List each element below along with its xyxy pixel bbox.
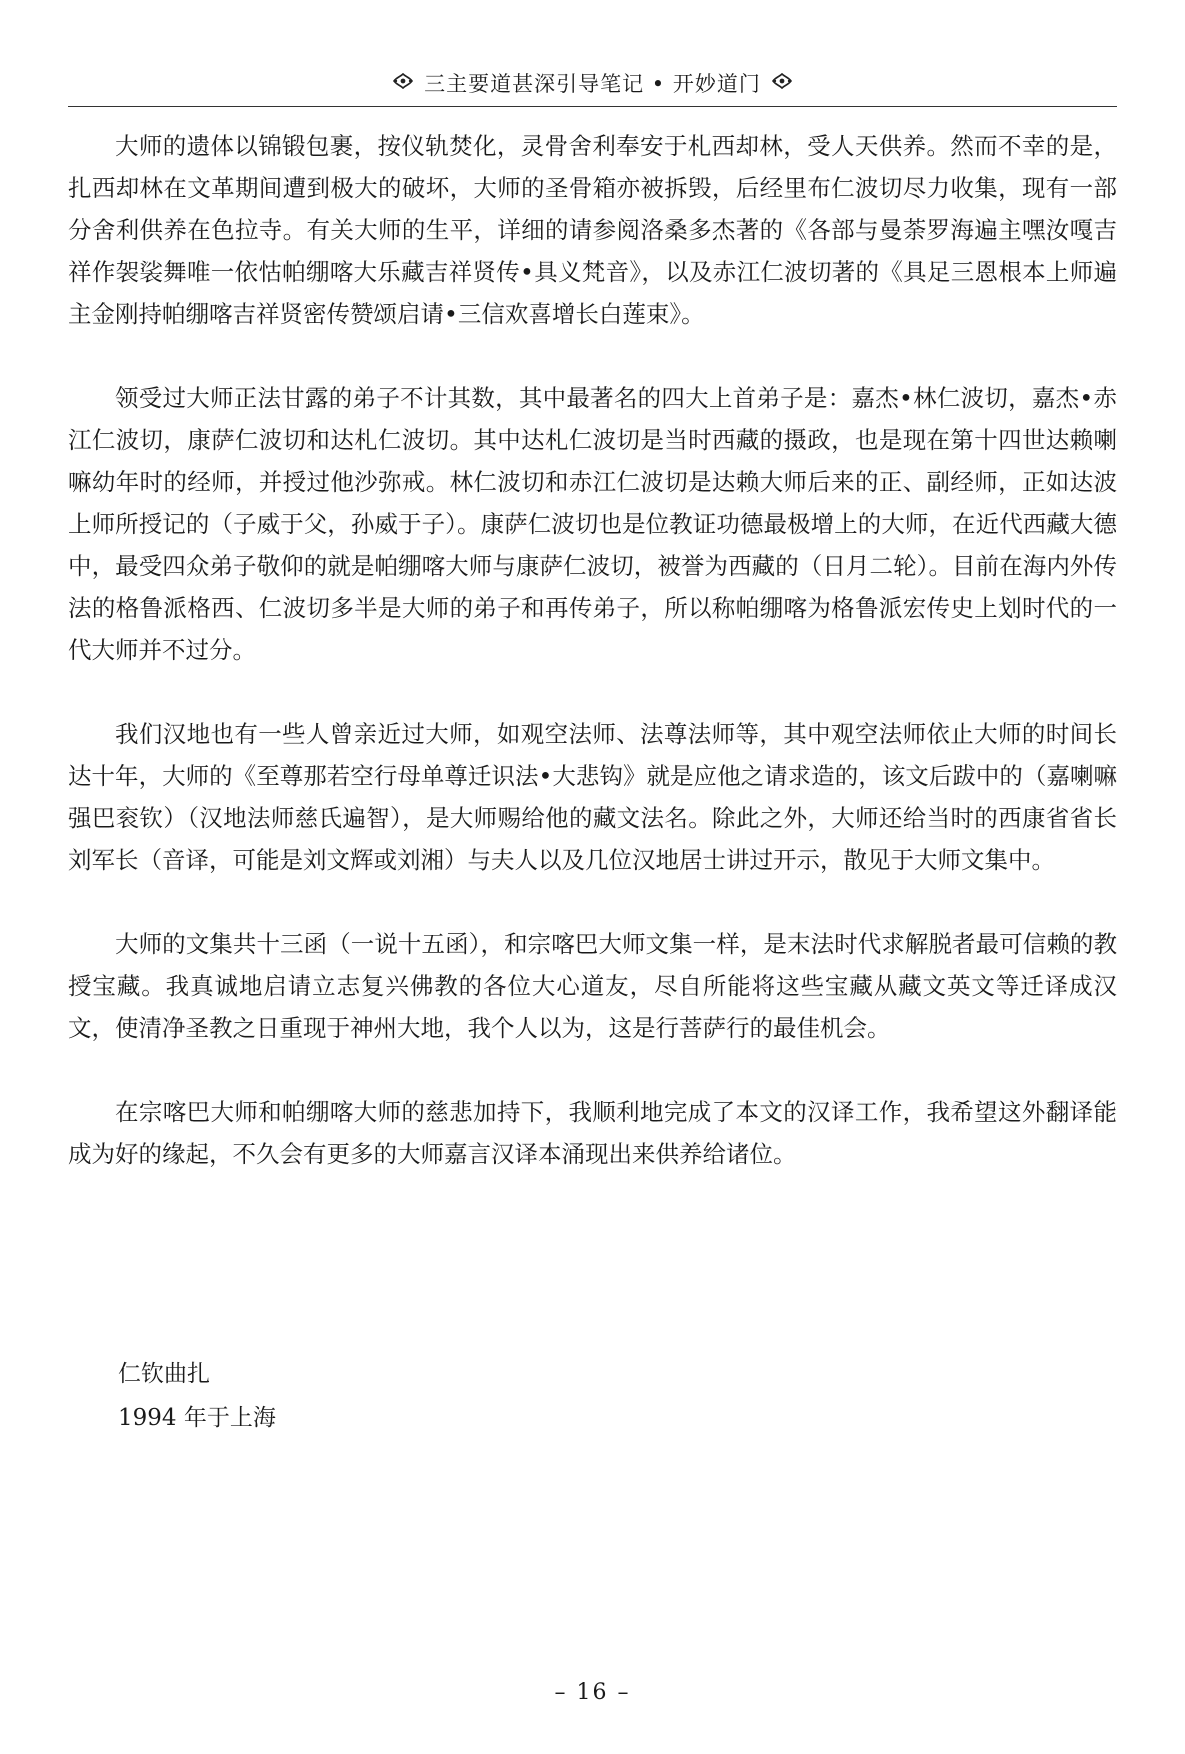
- running-header: [68, 60, 1117, 107]
- ornament-left-icon: [392, 73, 414, 93]
- paragraph-relics: 大师的遗体以锦锻包裹，按仪轨焚化，灵骨舍利奉安于札西却林，受人天供养。然而不幸的是，扎西却林在文革期间遭到极大的破坏，大师的圣骨箱亦被拆毁，后经里布仁波切尽力收集，现有一部分舍利供养在色拉寺。有关大师的生平，详细的请参阅洛桑多杰著的《各部与曼荼罗海遍主嘿汝嘎吉祥作袈裟舞唯一依怙帕绷喀大乐藏吉祥贤传•具义梵音》，以及赤江仁波切著的《具足三恩根本上师遍主金刚持帕绷喀吉祥贤密传赞颂启请•三信欢喜增长白莲束》。: [68, 132, 1117, 328]
- paragraph-han-students: 我们汉地也有一些人曾亲近过大师，如观空法师、法尊法师等，其中观空法师依止大师的时间长达十年，大师的《至尊那若空行母单尊迁识法•大悲钩》就是应他之请求造的，该文后跋中的（嘉喇嘛强巴衮钦）（汉地法师慈氏遍智），是大师赐给他的藏文法名。除此之外，大师还给当时的西康省省长刘军长（音译，可能是刘文辉或刘湘）与夫人以及几位汉地居士讲过开示，散见于大师文集中。: [68, 720, 1117, 874]
- paragraph-translation-note: 在宗喀巴大师和帕绷喀大师的慈悲加持下，我顺利地完成了本文的汉译工作，我希望这外翻译能成为好的缘起，不久会有更多的大师嘉言汉译本涌现出来供养给诸位。: [68, 1098, 1117, 1168]
- page-number: – 16 –: [554, 1680, 631, 1705]
- translator-name: 仁钦曲扎: [118, 1361, 210, 1387]
- body-text: [68, 125, 1117, 1217]
- paragraph-collected-works: 大师的文集共十三函（一说十五函），和宗喀巴大师文集一样，是末法时代求解脱者最可信赖的教授宝藏。我真诚地启请立志复兴佛教的各位大心道友，尽自所能将这些宝藏从藏文英文等迁译成汉文，使清净圣教之日重现于神州大地，我个人以为，这是行菩萨行的最佳机会。: [68, 930, 1117, 1042]
- paragraph-disciples: 领受过大师正法甘露的弟子不计其数，其中最著名的四大上首弟子是：嘉杰•林仁波切，嘉杰•赤江仁波切，康萨仁波切和达札仁波切。其中达札仁波切是当时西藏的摄政，也是现在第十四世达赖喇嘛幼年时的经师，并授过他沙弥戒。林仁波切和赤江仁波切是达赖大师后来的正、副经师，正如达波上师所授记的（子威于父，孙威于子）。康萨仁波切也是位教证功德最极增上的大师，在近代西藏大德中，最受四众弟子敬仰的就是帕绷喀大师与康萨仁波切，被誉为西藏的（日月二轮）。目前在海内外传法的格鲁派格西、仁波切多半是大师的弟子和再传弟子，所以称帕绷喀为格鲁派宏传史上划时代的一代大师并不过分。: [68, 384, 1117, 664]
- ornament-right-icon: [771, 73, 793, 93]
- signature-block: [118, 1352, 276, 1440]
- translation-date-place: 1994 年于上海: [118, 1405, 276, 1431]
- header-title: 三主要道甚深引导笔记 • 开妙道门: [424, 72, 761, 96]
